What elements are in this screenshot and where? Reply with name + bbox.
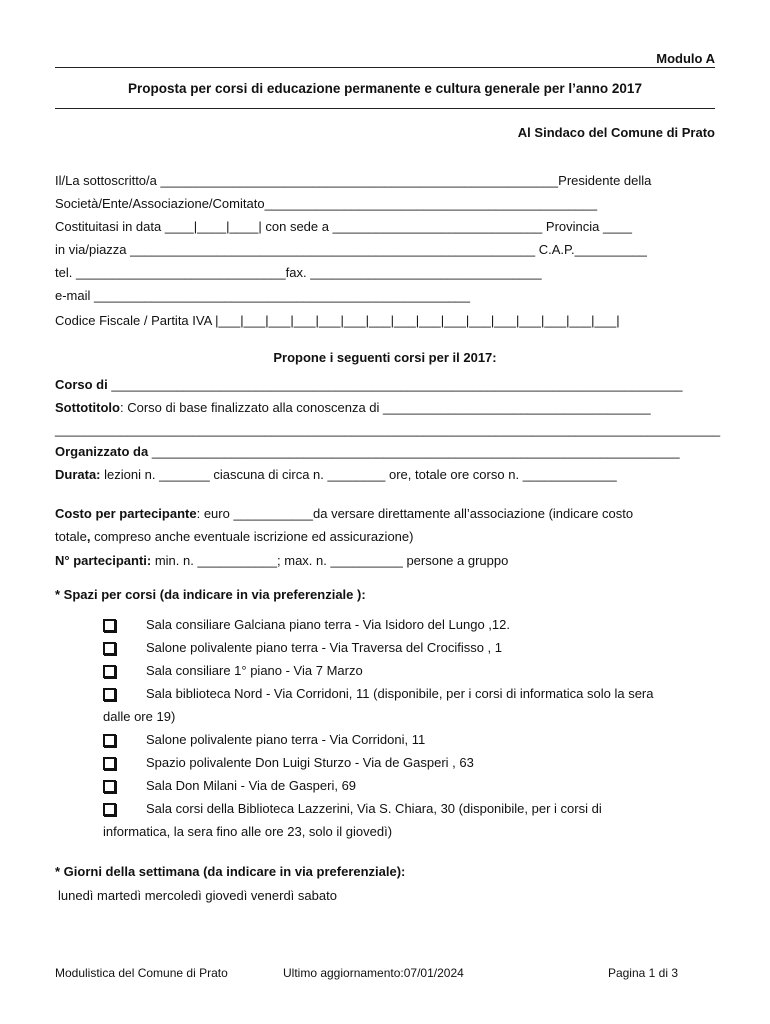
space-option-5: Salone polivalente piano terra - Via Corridoni, 11 bbox=[146, 732, 426, 747]
course-line: Corso di _______________________________________________________________________________ bbox=[55, 377, 683, 392]
course-field[interactable]: _______________________________________________________________________________ bbox=[111, 377, 683, 392]
hours-per-lesson-field[interactable]: ________ bbox=[327, 467, 386, 482]
footer-page: Pagina 1 di 3 bbox=[607, 966, 678, 980]
organizer-field[interactable]: _________________________________________________________________________ bbox=[151, 444, 680, 459]
space-checkbox-7[interactable] bbox=[103, 780, 116, 793]
subtitle-field[interactable]: _____________________________________ bbox=[383, 400, 651, 415]
cost-line: Costo per partecipante: euro ___________da versare direttamente all’associazione (indicare costo bbox=[55, 506, 634, 521]
space-checkbox-6[interactable] bbox=[103, 757, 116, 770]
phone-field[interactable]: _____________________________ bbox=[75, 265, 286, 280]
email-line: e-mail ____________________________________________________ bbox=[55, 288, 470, 303]
cost-field[interactable]: ___________ bbox=[233, 506, 313, 521]
space-option-1: Sala consiliare Galciana piano terra - Via Isidoro del Lungo ,12. bbox=[146, 617, 510, 632]
page-title: Proposta per corsi di educazione permanente e cultura generale per l’anno 2017 bbox=[128, 81, 642, 96]
space-option-3: Sala consiliare 1° piano - Via 7 Marzo bbox=[146, 663, 363, 678]
space-option-8: Sala corsi della Biblioteca Lazzerini, Via S. Chiara, 30 (disponibile, per i corsi di bbox=[146, 801, 602, 816]
space-option-8-cont: informatica, la sera fino alle ore 23, solo il giovedì) bbox=[103, 824, 393, 839]
max-participants-field[interactable]: __________ bbox=[330, 553, 403, 568]
days-list: lunedì martedì mercoledì giovedì venerdì sabato bbox=[58, 888, 337, 903]
footer-updated: Ultimo aggiornamento:07/01/2024 bbox=[283, 966, 464, 980]
footer-left: Modulistica del Comune di Prato bbox=[55, 966, 228, 980]
contact-line: tel. _____________________________fax. ________________________________ bbox=[55, 265, 542, 280]
space-option-4-cont: dalle ore 19) bbox=[103, 709, 176, 724]
founded-date-field[interactable]: ____|____|____| bbox=[164, 219, 262, 234]
address-line: in via/piazza ________________________________________________________ C.A.P.__________ bbox=[55, 242, 647, 257]
days-heading: * Giorni della settimana (da indicare in via preferenziale): bbox=[55, 864, 406, 879]
space-option-4: Sala biblioteca Nord - Via Corridoni, 11 (disponibile, per i corsi di informatica solo la sera bbox=[146, 686, 654, 701]
spaces-heading: * Spazi per corsi (da indicare in via preferenziale ): bbox=[55, 587, 366, 602]
participants-line: N° partecipanti: min. n. ___________; max. n. __________ persone a gruppo bbox=[55, 553, 509, 568]
tax-code-field[interactable]: |___|___|___|___|___|___|___|___|___|___|___|___|___|___|___|___| bbox=[215, 313, 620, 328]
space-option-6: Spazio polivalente Don Luigi Sturzo - Via de Gasperi , 63 bbox=[146, 755, 474, 770]
title-rule bbox=[55, 108, 715, 109]
founded-line: Costituitasi in data ____|____|____| con sede a _____________________________ Provincia ____ bbox=[55, 219, 632, 234]
organization-field[interactable]: ______________________________________________ bbox=[264, 196, 598, 211]
email-field[interactable]: ____________________________________________________ bbox=[94, 288, 470, 303]
space-checkbox-4[interactable] bbox=[103, 688, 116, 701]
space-checkbox-8[interactable] bbox=[103, 803, 116, 816]
space-checkbox-1[interactable] bbox=[103, 619, 116, 632]
top-rule bbox=[55, 67, 715, 68]
organization-line: Società/Ente/Associazione/Comitato______________________________________________ bbox=[55, 196, 598, 211]
total-hours-field[interactable]: _____________ bbox=[522, 467, 617, 482]
applicant-name-line: Il/La sottoscritto/a _______________________________________________________Presidente della bbox=[55, 173, 652, 188]
addressee: Al Sindaco del Comune di Prato bbox=[517, 125, 715, 140]
applicant-name-field[interactable]: _______________________________________________________ bbox=[160, 173, 559, 188]
duration-line: Durata: lezioni n. _______ ciascuna di circa n. ________ ore, totale ore corso n. _____________ bbox=[55, 467, 617, 482]
province-field[interactable]: ____ bbox=[603, 219, 632, 234]
subtitle-line: Sottotitolo: Corso di base finalizzato alla conoscenza di _____________________________________ bbox=[55, 400, 651, 415]
seat-field[interactable]: _____________________________ bbox=[332, 219, 543, 234]
space-option-2: Salone polivalente piano terra - Via Traversa del Crocifisso , 1 bbox=[146, 640, 503, 655]
space-checkbox-3[interactable] bbox=[103, 665, 116, 678]
module-label: Modulo A bbox=[656, 51, 715, 66]
min-participants-field[interactable]: ___________ bbox=[197, 553, 278, 568]
cost-note-line: totale, compreso anche eventuale iscrizione ed assicurazione) bbox=[55, 529, 414, 544]
address-field[interactable]: ________________________________________________________ bbox=[130, 242, 536, 257]
cap-field[interactable]: __________ bbox=[574, 242, 647, 257]
lessons-field[interactable]: _______ bbox=[159, 467, 210, 482]
subtitle-extra-field[interactable]: ____________________________________________________________________________________________ bbox=[55, 422, 721, 437]
space-checkbox-2[interactable] bbox=[103, 642, 116, 655]
courses-heading: Propone i seguenti corsi per il 2017: bbox=[273, 350, 497, 365]
space-option-7: Sala Don Milani - Via de Gasperi, 69 bbox=[146, 778, 357, 793]
tax-code-line: Codice Fiscale / Partita IVA |___|___|___|___|___|___|___|___|___|___|___|___|___|___|___|___| bbox=[55, 313, 620, 328]
fax-field[interactable]: ________________________________ bbox=[310, 265, 542, 280]
space-checkbox-5[interactable] bbox=[103, 734, 116, 747]
organizer-line: Organizzato da _________________________________________________________________________ bbox=[55, 444, 680, 459]
